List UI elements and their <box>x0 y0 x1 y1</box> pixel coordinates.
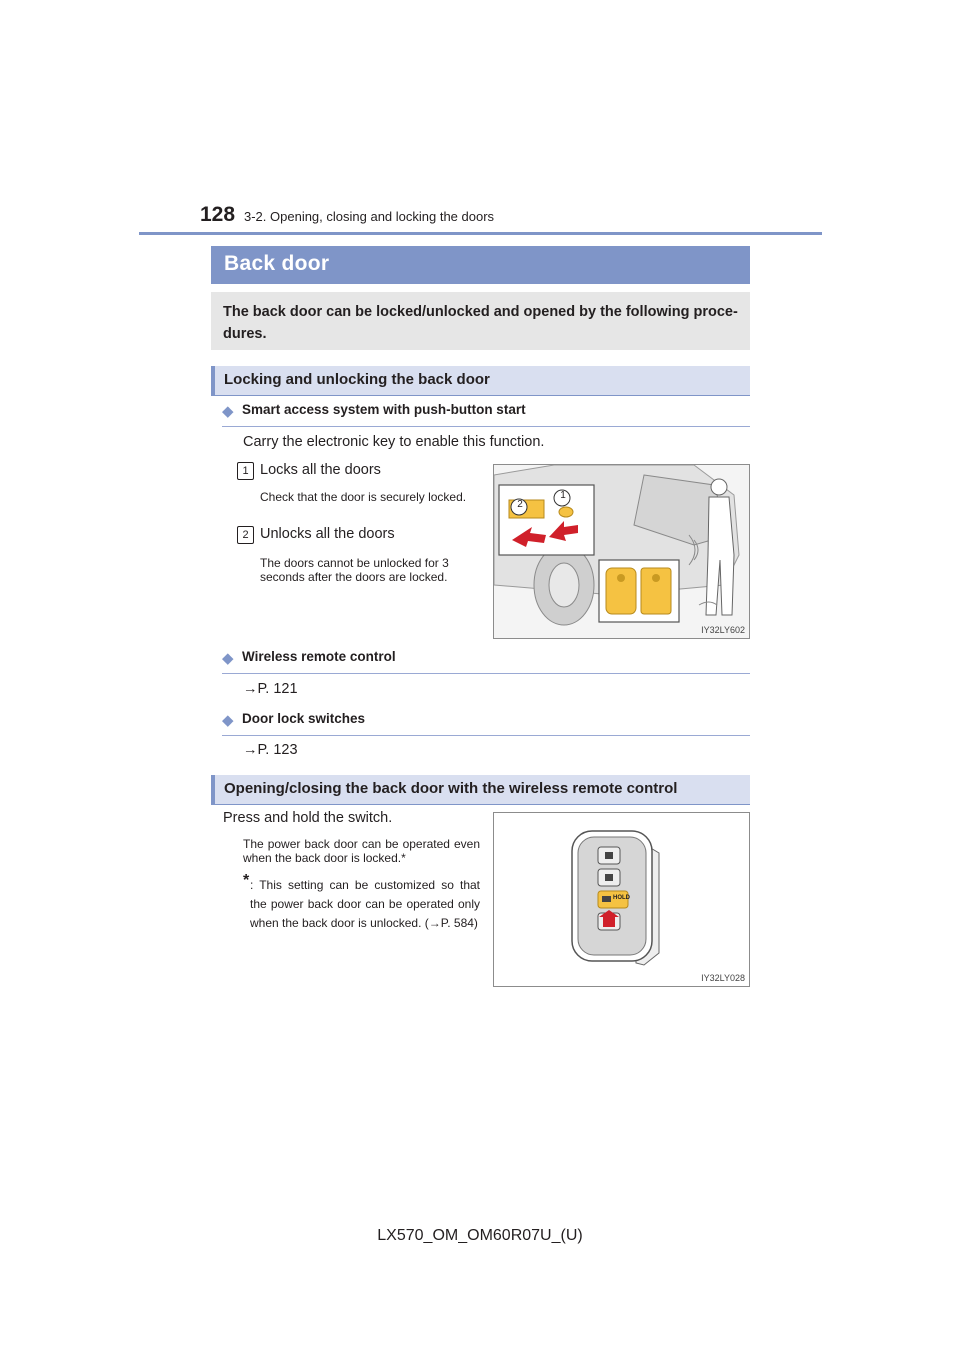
footnote-mark: * <box>243 872 250 889</box>
back-door-drawing <box>494 465 749 638</box>
page-reference-link[interactable]: →P. 123 <box>243 742 298 758</box>
page-title: Back door <box>224 252 330 275</box>
breadcrumb: 3-2. Opening, closing and locking the doors <box>244 209 495 224</box>
subheading-wireless <box>222 647 750 674</box>
step-number-badge: 2 <box>237 526 254 544</box>
callout-1: 1 <box>560 490 566 501</box>
callout-2: 2 <box>517 499 523 510</box>
press-hold-text: Press and hold the switch. <box>223 810 393 826</box>
section-title: Locking and unlocking the back door <box>224 371 490 388</box>
diamond-icon: ◆ <box>222 712 234 729</box>
intro-box <box>211 292 750 350</box>
item-note-lock: Check that the door is securely locked. <box>260 490 467 504</box>
section-heading-locking <box>211 366 750 396</box>
subheading-smart-access <box>222 400 750 427</box>
subheading-title: Smart access system with push-button start <box>242 402 526 417</box>
hold-button-label: HOLD <box>613 895 630 901</box>
page-title-bar <box>211 246 750 284</box>
smart-access-text: Carry the electronic key to enable this function. <box>243 434 545 450</box>
subheading-title: Wireless remote control <box>242 649 396 664</box>
figure-code: IY32LY602 <box>701 625 745 635</box>
subheading-door-lock-switches <box>222 709 750 736</box>
header-divider <box>139 232 822 235</box>
section-accent-bar <box>211 775 215 804</box>
document-code-footer: LX570_OM_OM60R07U_(U) <box>377 1227 583 1244</box>
page-reference-link[interactable]: →P. 121 <box>243 681 298 697</box>
subheading-title: Door lock switches <box>242 711 366 726</box>
intro-text: The back door can be locked/unlocked and opened by the following proce- dures. <box>223 304 738 342</box>
key-fob-illustration <box>493 812 750 987</box>
step-number-badge: 1 <box>237 462 254 480</box>
section-heading-opening <box>211 775 750 805</box>
diamond-icon: ◆ <box>222 650 234 667</box>
diamond-icon: ◆ <box>222 403 234 420</box>
item-note-unlock: The doors cannot be unlocked for 3 seconds after the doors are locked. <box>260 556 449 584</box>
figure-code: IY32LY028 <box>701 973 745 983</box>
section-accent-bar <box>211 366 215 395</box>
power-door-note: The power back door can be operated even when the back door is locked.* <box>243 837 480 865</box>
item-label-unlock: Unlocks all the doors <box>260 526 395 542</box>
footnote-text: : This setting can be customized so that the power back door can be operated only when the back door is unlocked. (→P. 584) <box>250 878 480 930</box>
section-title: Opening/closing the back door with the wireless remote control <box>224 780 678 797</box>
item-label-lock: Locks all the doors <box>260 462 381 478</box>
page-number: 128 <box>200 203 236 226</box>
back-door-illustration <box>493 464 750 639</box>
